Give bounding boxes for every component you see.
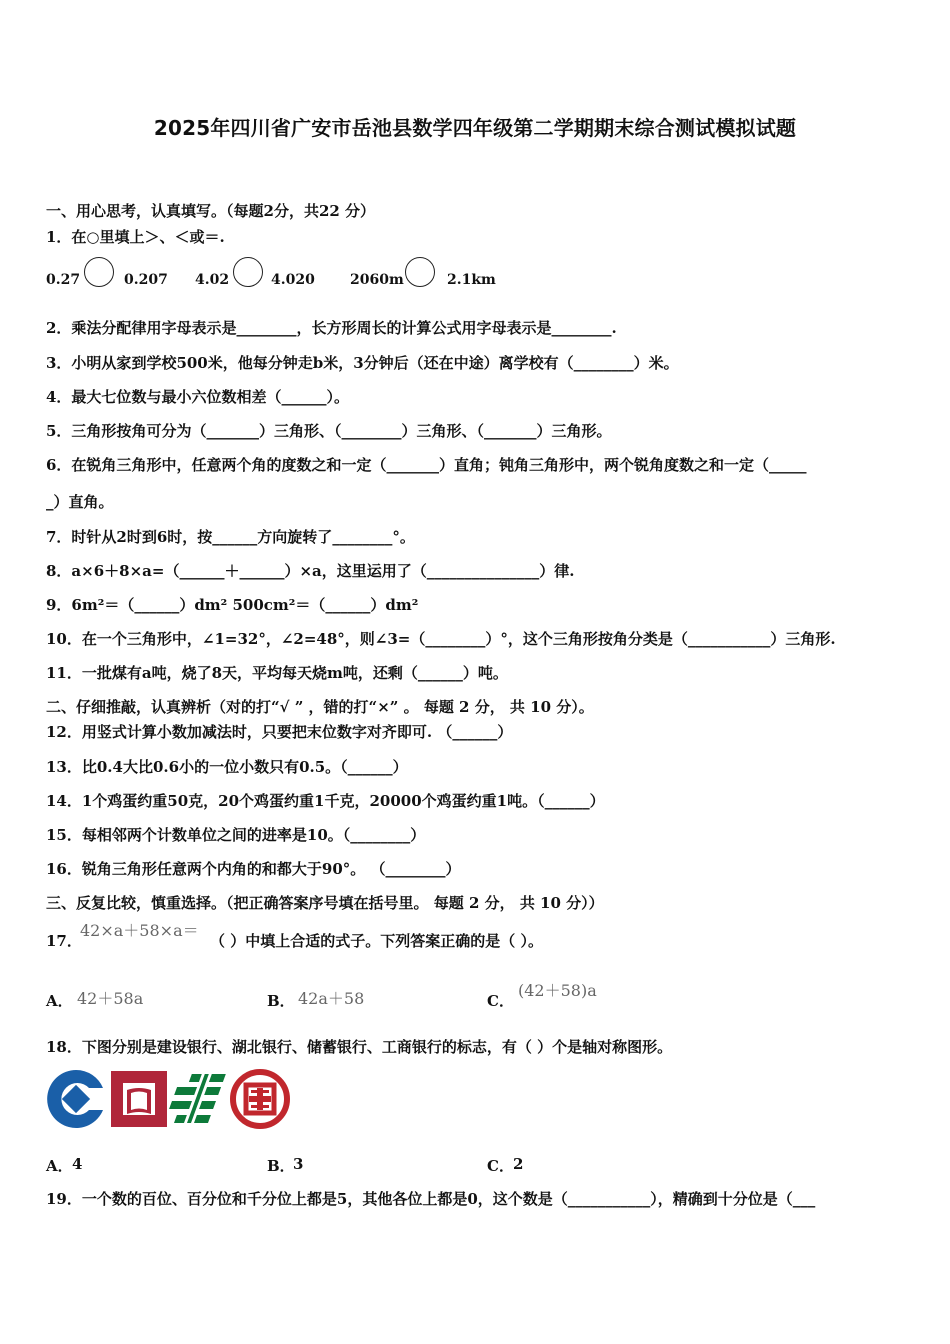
question-9: 9．6m²＝（______）dm² 500cm²＝（______）dm² [46,596,419,614]
compare-value: 0.207 [124,272,168,288]
option-c-label: C． [487,1157,514,1175]
answer-circle[interactable] [84,257,114,287]
question-2: 2．乘法分配律用字母表示是________，长方形周长的计算公式用字母表示是________. [46,319,617,337]
section-1-heading: 一、用心思考，认真填写。（每题2分，共22 分） [46,202,376,220]
answer-circle[interactable] [405,257,435,287]
compare-value: 4.020 [271,272,315,288]
compare-value: 2.1km [447,272,496,288]
option-b-expression: 42a＋58 [298,989,365,1008]
question-12: 12．用竖式计算小数加减法时，只要把末位数字对齐即可. （______） [46,723,513,741]
icbc-logo [229,1068,291,1130]
compare-value: 2060m [350,272,404,288]
question-15: 15．每相邻两个计数单位之间的进率是10。（________） [46,826,426,844]
postal-savings-logo [168,1068,230,1130]
option-b-label: B． [267,1157,295,1175]
question-17-number: 17． [46,932,82,950]
question-13: 13．比0.4大比0.6小的一位小数只有0.5。（______） [46,758,408,776]
construction-bank-logo [45,1068,107,1130]
option-c-expression: (42＋58)a [518,981,597,1000]
question-6-continued: _）直角。 [46,493,114,511]
question-14: 14．1个鸡蛋约重50克，20个鸡蛋约重1千克，20000个鸡蛋约重1吨。（______） [46,792,605,810]
section-3-heading: 三、反复比较，慎重选择。（把正确答案序号填在括号里。 每题 2 分， 共 10 分）） [46,894,604,912]
option-a-expression: 42＋58a [77,989,144,1008]
option-a-value: 4 [72,1155,83,1173]
hubei-bank-logo [108,1068,170,1130]
question-19: 19．一个数的百位、百分位和千分位上都是5，其他各位上都是0，这个数是（___________），精确到十分位是（___ [46,1190,816,1208]
question-4: 4．最大七位数与最小六位数相差（______）。 [46,388,349,406]
question-10: 10．在一个三角形中，∠1=32°，∠2=48°，则∠3=（________）°，这个三角形按角分类是（___________）三角形. [46,630,836,648]
option-a-label: A． [46,1157,73,1175]
question-6: 6．在锐角三角形中，任意两个角的度数之和一定（_______）直角；钝角三角形中，两个锐角度数之和一定（_____ [46,456,807,474]
page-title: 2025年四川省广安市岳池县数学四年级第二学期期末综合测试模拟试题 [153,116,797,140]
option-a-label: A． [46,992,73,1010]
question-8: 8．a×6＋8×a=（______＋______）×a，这里运用了（_______________）律. [46,562,575,580]
option-c-label: C． [487,992,514,1010]
question-1: 1．在○里填上＞、＜或＝. [46,228,225,246]
question-3: 3．小明从家到学校500米，他每分钟走b米，3分钟后（还在中途）离学校有（________）米。 [46,354,679,372]
question-18: 18．下图分别是建设银行、湖北银行、储蓄银行、工商银行的标志，有（ ）个是轴对称图形。 [46,1038,673,1056]
option-b-label: B． [267,992,295,1010]
answer-circle[interactable] [233,257,263,287]
question-16: 16．锐角三角形任意两个内角的和都大于90°。 （________） [46,860,461,878]
question-5: 5．三角形按角可分为（_______）三角形、（________）三角形、（_______）三角形。 [46,422,612,440]
question-7: 7．时针从2时到6时，按______方向旋转了________°。 [46,528,415,546]
option-c-value: 2 [513,1155,524,1173]
compare-value: 0.27 [46,272,81,288]
section-2-heading: 二、仔细推敲，认真辨析（对的打“√ ” ，错的打“×” 。 每题 2 分， 共 10 分）。 [46,698,594,716]
question-17-expression: 42×a＋58×a＝ [80,921,199,940]
question-11: 11．一批煤有a吨，烧了8天，平均每天烧m吨，还剩（______）吨。 [46,664,508,682]
option-b-value: 3 [293,1155,304,1173]
compare-value: 4.02 [195,272,230,288]
question-17-text: （ ）中填上合适的式子。下列答案正确的是（ ）。 [210,932,543,950]
